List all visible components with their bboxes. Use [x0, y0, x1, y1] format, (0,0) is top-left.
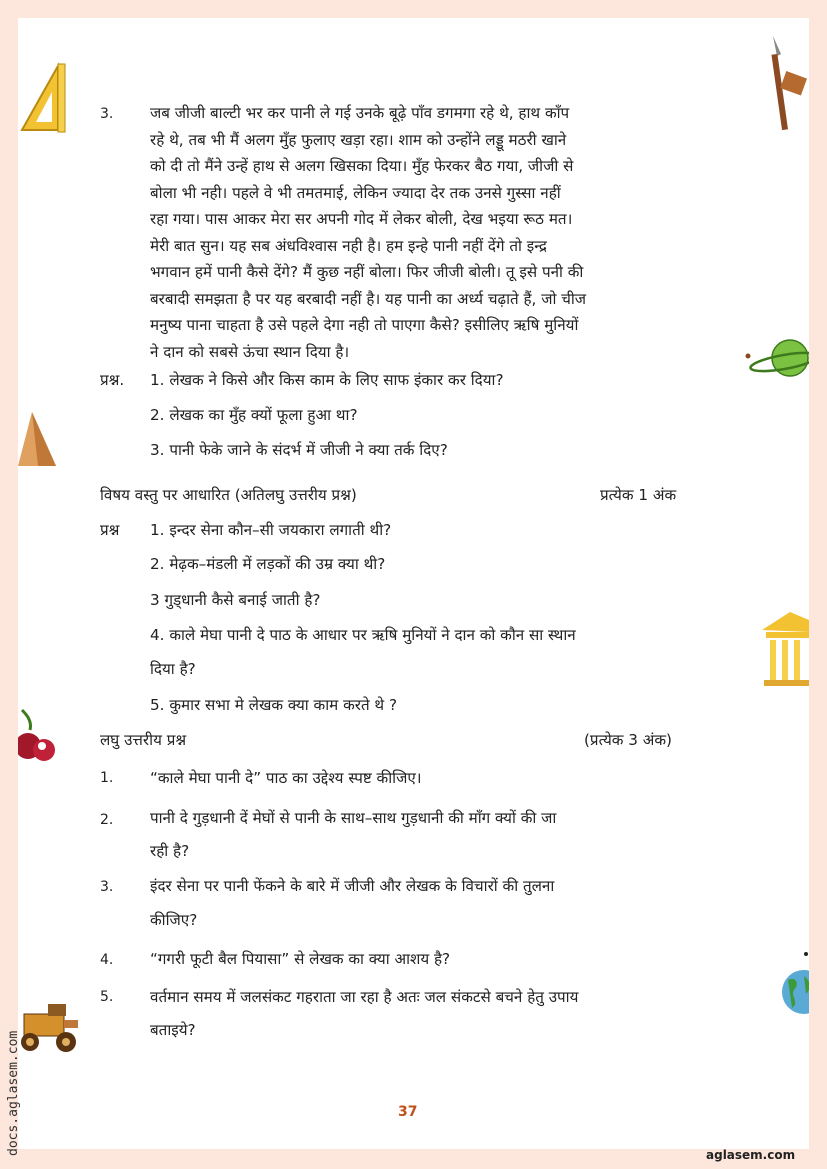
passage-line: को दी तो मैंने उन्हें हाथ से अलग खिसका दिया। मुँह फेरकर बैठ गया, जीजी से	[150, 157, 574, 175]
section-marks: (प्रत्येक 3 अंक)	[584, 731, 672, 749]
question-item: 1. लेखक ने किसे और किस काम के लिए साफ इंकार कर दिया?	[150, 371, 504, 389]
passage-line: ने दान को सबसे ऊंचा स्थान दिया है।	[150, 342, 350, 361]
spear-icon	[765, 34, 809, 134]
saturn-planet-icon	[744, 336, 809, 382]
pyramid-icon	[18, 410, 58, 468]
question-number: 2.	[100, 812, 114, 828]
passage-line: मनुष्य पाना चाहता है उसे पहले देगा नही तो पाएगा कैसे? इसीलिए ऋषि मुनियों	[150, 316, 579, 334]
passage-line: जब जीजी बाल्टी भर कर पानी ले गई उनके बूढ़े पाँव डगमगा रहे थे, हाथ काँप	[150, 104, 570, 122]
fruit-icon	[18, 706, 58, 768]
old-car-icon	[18, 1000, 82, 1056]
question-item: 3. पानी फेके जाने के संदर्भ में जीजी ने क्या तर्क दिए?	[150, 441, 448, 459]
ruler-triangle-icon	[18, 62, 66, 134]
passage-line: रहे थे, तब भी मैं अलग मुँह फुलाए खड़ा रहा। शाम को उन्होंने लड्डू मठरी खाने	[150, 130, 567, 149]
passage-line: बोला भी नही। पहले वे भी तमतमाई, लेकिन ज्यादा देर तक उनसे गुस्सा नहीं	[150, 183, 561, 202]
question-item: रही है?	[150, 842, 190, 860]
question-item: बताइये?	[150, 1021, 196, 1039]
section-marks: प्रत्येक 1 अंक	[600, 486, 677, 504]
temple-pillar-icon	[760, 608, 809, 688]
passage-number: 3.	[100, 106, 114, 122]
question-label: प्रश्न.	[100, 371, 125, 389]
globe-icon	[778, 950, 809, 1016]
page-number: 37	[398, 1104, 418, 1120]
question-item: 2. मेढ़क–मंडली में लड़कों की उम्र क्या थी?	[150, 555, 386, 573]
question-label: प्रश्न	[100, 521, 120, 539]
passage-line: रहा गया। पास आकर मेरा सर अपनी गोद में लेकर बोली, देख भइया रूठ मत।	[150, 210, 573, 228]
question-item: कीजिए?	[150, 911, 198, 929]
section-heading: लघु उत्तरीय प्रश्न	[100, 731, 187, 749]
watermark-text: docs.aglasem.com	[6, 1030, 21, 1156]
question-number: 1.	[100, 770, 114, 786]
question-item: 3 गुड्धानी कैसे बनाई जाती है?	[150, 591, 321, 609]
question-item: 5. कुमार सभा मे लेखक क्या काम करते थे ?	[150, 696, 398, 714]
site-url[interactable]: aglasem.com	[706, 1148, 796, 1162]
question-item: दिया है?	[150, 660, 196, 678]
question-item: “काले मेघा पानी दे” पाठ का उद्देश्य स्पष्ट कीजिए।	[150, 769, 422, 787]
question-item: 1. इन्दर सेना कौन–सी जयकारा लगाती थी?	[150, 521, 392, 539]
passage-text	[150, 100, 728, 365]
question-item: वर्तमान समय में जलसंकट गहराता जा रहा है अतः जल संकटसे बचने हेतु उपाय	[150, 988, 579, 1006]
question-number: 5.	[100, 989, 114, 1005]
question-number: 3.	[100, 879, 114, 895]
question-number: 4.	[100, 952, 114, 968]
passage-line: भगवान हमें पानी कैसे देंगे? मैं कुछ नहीं बोला। फिर जीजी बोली। तू इसे पनी की	[150, 263, 584, 281]
question-item: 2. लेखक का मुँह क्यों फूला हुआ था?	[150, 406, 358, 424]
question-item: पानी दे गुड़धानी दें मेघों से पानी के साथ–साथ गुड़धानी की माँग क्यों की जा	[150, 809, 557, 827]
passage-line: बरबादी समझता है पर यह बरबादी नहीं है। यह पानी का अर्ध्य चढ़ाते हैं, जो चीज	[150, 289, 587, 308]
section-heading: विषय वस्तु पर आधारित (अतिलघु उत्तरीय प्रश्न)	[100, 486, 357, 504]
passage-line: मेरी बात सुन। यह सब अंधविश्वास नही है। हम इन्हे पानी नहीं देंगे तो इन्द्र	[150, 236, 547, 255]
question-item: इंदर सेना पर पानी फेंकने के बारे में जीजी और लेखक के विचारों की तुलना	[150, 877, 555, 895]
question-item: 4. काले मेघा पानी दे पाठ के आधार पर ऋषि मुनियों ने दान को कौन सा स्थान	[150, 626, 576, 644]
question-item: “गगरी फूटी बैल पियासा” से लेखक का क्या आशय है?	[150, 950, 451, 968]
